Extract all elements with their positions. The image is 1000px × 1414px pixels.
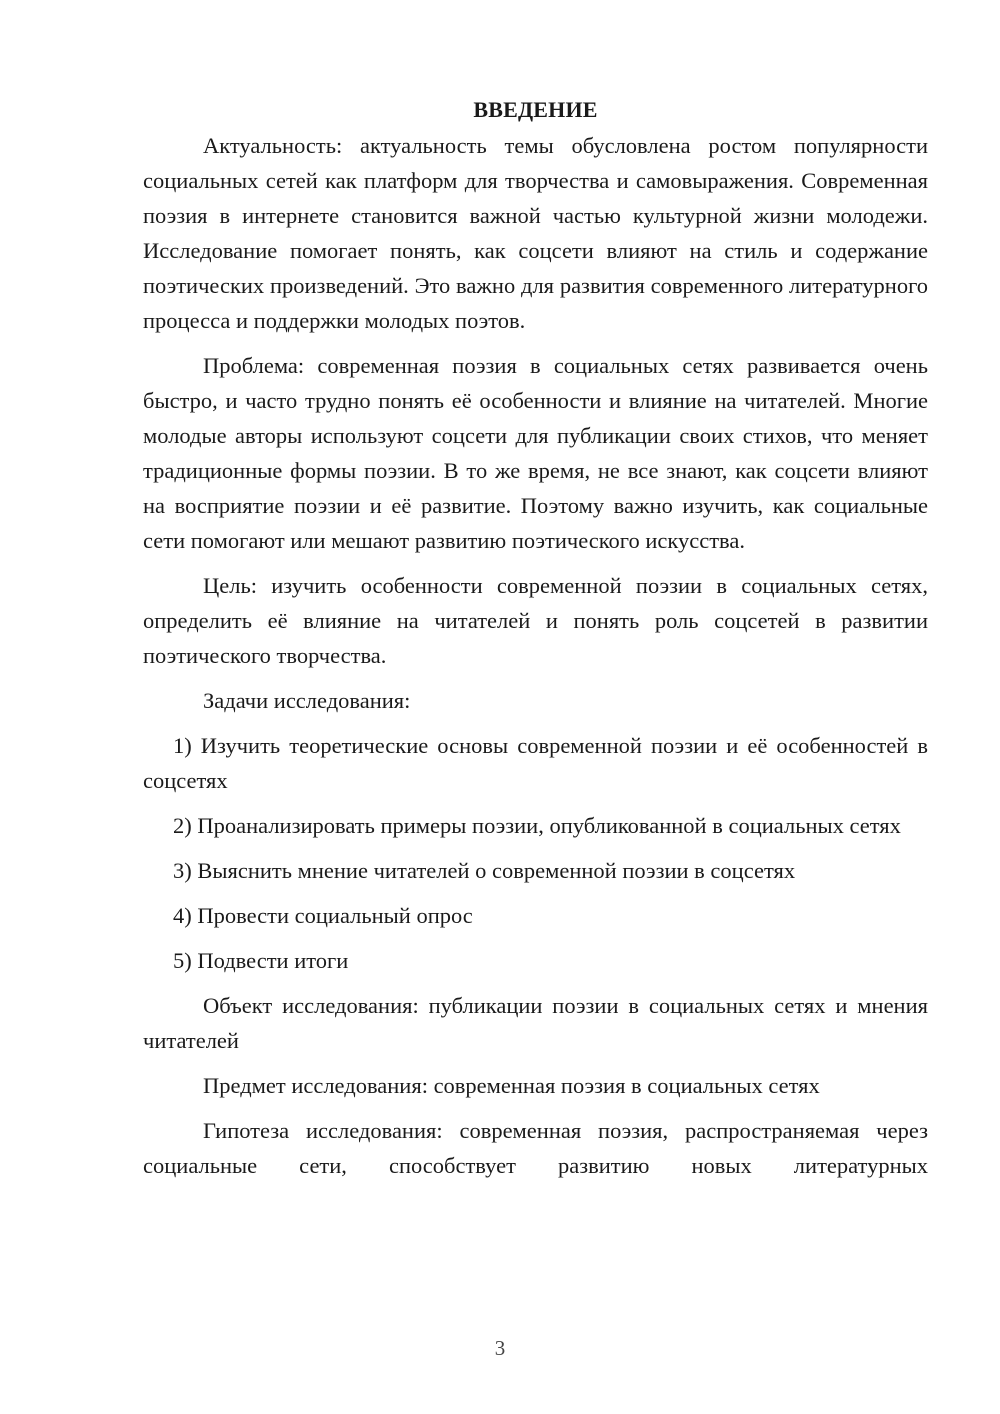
relevance-paragraph: Актуальность: актуальность темы обусловлена ростом популярности социальных сетей как платформ для творчества и самовыражения. Современная поэзия в интернете становится важной частью культурной жизни молодежи. Исследование помогает понять, как соцсети влияют на стиль и содержание поэтических произведений. Это важно для развития современного литературного процесса и поддержки молодых поэтов. (143, 133, 928, 333)
subject-paragraph: Предмет исследования: современная поэзия в социальных сетях (203, 1073, 820, 1098)
task-item-2: 2) Проанализировать примеры поэзии, опубликованной в социальных сетях (173, 813, 901, 838)
page-title: ВВЕДЕНИЕ (473, 97, 598, 122)
problem-paragraph: Проблема: современная поэзия в социальных сетях развивается очень быстро, и часто трудно понять её особенности и влияние на читателей. Многие молодые авторы используют соцсети для публикации своих стихов, что меняет традиционные формы поэзии. В то же время, не все знают, как соцсети влияют на восприятие поэзии и её развитие. Поэтому важно изучить, как социальные сети помогают или мешают развитию поэтического искусства. (143, 353, 928, 553)
goal-paragraph: Цель: изучить особенности современной поэзии в социальных сетях, определить её влияние на читателей и понять роль соцсетей в развитии поэтического творчества. (143, 573, 928, 668)
task-item-3: 3) Выяснить мнение читателей о современной поэзии в соцсетях (173, 858, 796, 883)
page-number: 3 (494, 1336, 506, 1360)
document-page (143, 92, 928, 1183)
tasks-heading: Задачи исследования: (203, 688, 411, 713)
task-item-1: 1) Изучить теоретические основы современной поэзии и её особенностей в соцсетях (143, 733, 928, 793)
task-item-4: 4) Провести социальный опрос (173, 903, 473, 928)
object-paragraph: Объект исследования: публикации поэзии в социальных сетях и мнения читателей (143, 993, 928, 1053)
task-item-5: 5) Подвести итоги (173, 948, 349, 973)
hypothesis-paragraph: Гипотеза исследования: современная поэзия, распространяемая через социальные сети, способствует развитию новых литературных (143, 1118, 928, 1178)
